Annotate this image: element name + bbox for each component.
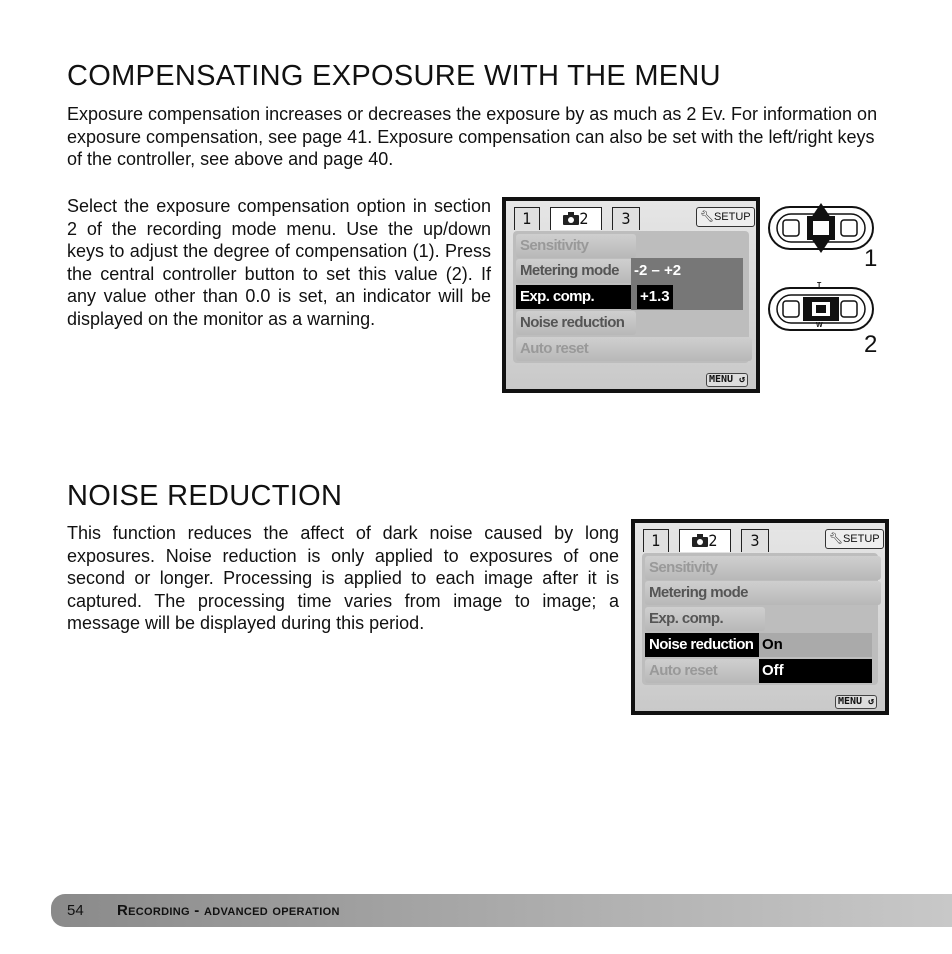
noise-paragraph: This function reduces the affect of dark noise caused by long exposures. Noise reduction is only applied to exposures of one second or longer. Processing is applied to each image after it is captured. The processing time varies from image to image; a message will be displayed during this period.: [67, 523, 619, 633]
menu-item-noise: Noise reduction: [516, 311, 636, 335]
controller-icon: [767, 202, 877, 254]
option-on: On: [759, 633, 872, 657]
footer-section-title: Recording - advanced operation: [117, 902, 340, 919]
section-title-exposure: COMPENSATING EXPOSURE WITH THE MENU: [67, 60, 721, 92]
menu-item-noise: Noise reduction: [645, 633, 761, 657]
tab-3: 3: [741, 529, 769, 552]
menu-button: MENU ↺: [706, 373, 748, 387]
menu-item-autoreset: Auto reset: [645, 659, 765, 683]
camera-icon: [692, 531, 708, 553]
menu-item-exp-comp: Exp. comp.: [645, 607, 765, 631]
controller-diagram-center: [767, 284, 877, 336]
menu-item-metering: Metering mode: [645, 581, 881, 605]
wrench-icon: 🔧︎: [829, 533, 843, 545]
page-number: 54: [67, 902, 84, 919]
controller-diagram-updown: [767, 202, 877, 254]
option-off: Off: [759, 659, 872, 683]
tab-2: 2: [550, 207, 602, 230]
zoom-label-t: T: [817, 282, 822, 289]
tab-1: 1: [643, 529, 669, 552]
tab-3: 3: [612, 207, 640, 230]
return-arrow-icon: ↺: [733, 374, 746, 385]
page-footer: [51, 894, 952, 927]
tab-2: 2: [679, 529, 731, 552]
setup-tab: 🔧︎SETUP: [696, 207, 755, 227]
menu-screen-noise: [631, 519, 889, 715]
menu-screen-exposure: [502, 197, 760, 393]
intro-paragraph: Exposure compensation increases or decreases the exposure by as much as 2 Ev. For information on exposure compensation, see page 41. Exposure compensation can also be set with the left/right keys of the controller, see above and page 40.: [67, 104, 878, 169]
step-label-2: 2: [864, 331, 878, 358]
wrench-icon: 🔧︎: [700, 211, 714, 223]
menu-button: MENU ↺: [835, 695, 877, 709]
menu-item-exp-comp: Exp. comp.: [516, 285, 632, 309]
menu-item-sensitivity: Sensitivity: [645, 556, 881, 580]
menu-item-metering: Metering mode: [516, 259, 636, 283]
return-arrow-icon: ↺: [862, 696, 875, 707]
step-label-1: 1: [864, 245, 878, 272]
menu-item-autoreset: Auto reset: [516, 337, 752, 361]
tab-1: 1: [514, 207, 540, 230]
zoom-label-w: W: [816, 322, 823, 329]
exposure-instructions: Select the exposure compensation option in section 2 of the recording mode menu. Use the up/down keys to adjust the degree of compensation (1). Press the central controller button to set this value (2). If any value other than 0.0 is set, an indicator will be displayed on the monitor as a warning.: [67, 196, 491, 329]
menu-item-sensitivity: Sensitivity: [516, 234, 636, 258]
setup-tab: 🔧︎SETUP: [825, 529, 884, 549]
camera-icon: [563, 209, 579, 231]
comp-range: -2 – +2: [634, 262, 682, 279]
comp-value: +1.3: [637, 285, 673, 309]
section-title-noise: NOISE REDUCTION: [67, 480, 343, 512]
